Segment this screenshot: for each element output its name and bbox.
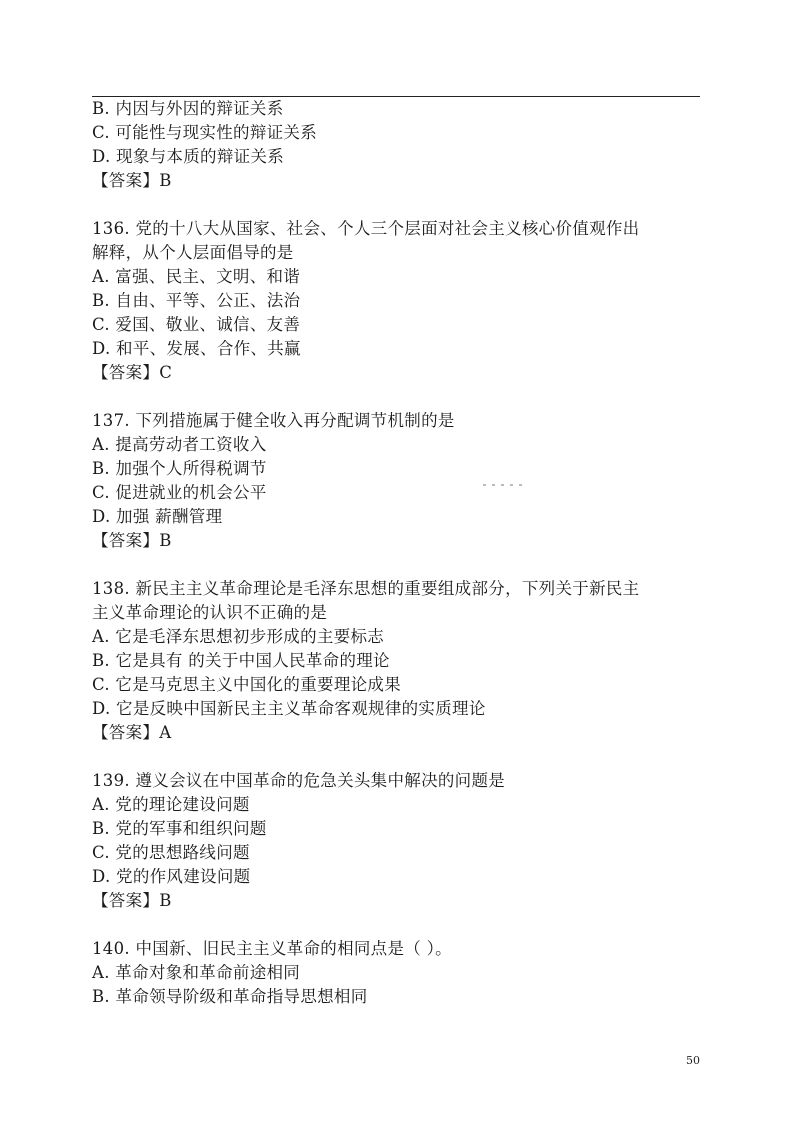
option-d: D. 现象与本质的辩证关系 xyxy=(92,147,285,166)
option-d: D. 它是反映中国新民主主义革命客观规律的实质理论 xyxy=(92,699,486,718)
question-text: 140. 中国新、旧民主主义革命的相同点是（ ）。 xyxy=(92,939,452,958)
question-text: 解释，从个人层面倡导的是 xyxy=(92,243,294,262)
answer: 【答案】B xyxy=(92,531,172,550)
option-d: D. 加强 薪酬管理 xyxy=(92,507,223,526)
question-text: 137. 下列措施属于健全收入再分配调节机制的是 xyxy=(92,411,455,430)
spacer xyxy=(92,385,707,409)
answer: 【答案】B xyxy=(92,171,172,190)
spacer xyxy=(92,553,707,577)
option-a: A. 提高劳动者工资收入 xyxy=(92,435,267,454)
question-block xyxy=(92,97,707,193)
option-c: C. 它是马克思主义中国化的重要理论成果 xyxy=(92,675,402,694)
option-a: A. 它是毛泽东思想初步形成的主要标志 xyxy=(92,627,385,646)
option-b: B. 它是具有 的关于中国人民革命的理论 xyxy=(92,651,390,670)
option-c: C. 促进就业的机会公平 xyxy=(92,483,267,502)
answer: 【答案】A xyxy=(92,723,172,742)
question-block xyxy=(92,937,707,1009)
answer: 【答案】C xyxy=(92,363,173,382)
question-block xyxy=(92,769,707,913)
page-number: 50 xyxy=(686,1054,700,1067)
answer: 【答案】B xyxy=(92,891,172,910)
option-b: B. 革命领导阶级和革命指导思想相同 xyxy=(92,987,368,1006)
scan-artifact xyxy=(483,484,528,486)
option-c: C. 可能性与现实性的辩证关系 xyxy=(92,123,318,142)
spacer xyxy=(92,193,707,217)
question-block xyxy=(92,577,707,745)
spacer xyxy=(92,913,707,937)
option-b: B. 自由、平等、公正、法治 xyxy=(92,291,301,310)
option-b: B. 内因与外因的辩证关系 xyxy=(92,99,284,118)
option-c: C. 爱国、敬业、诚信、友善 xyxy=(92,315,301,334)
question-text: 主义革命理论的认识不正确的是 xyxy=(92,603,328,622)
option-a: A. 革命对象和革命前途相同 xyxy=(92,963,301,982)
option-c: C. 党的思想路线问题 xyxy=(92,843,250,862)
option-b: B. 加强个人所得税调节 xyxy=(92,459,267,478)
option-a: A. 党的理论建设问题 xyxy=(92,795,250,814)
question-text: 139. 遵义会议在中国革命的危急关头集中解决的问题是 xyxy=(92,771,506,790)
question-block xyxy=(92,217,707,385)
spacer xyxy=(92,745,707,769)
question-block xyxy=(92,409,707,553)
question-text: 138. 新民主主义革命理论是毛泽东思想的重要组成部分，下列关于新民主 xyxy=(92,579,640,598)
option-d: D. 和平、发展、合作、共赢 xyxy=(92,339,301,358)
option-a: A. 富强、民主、文明、和谐 xyxy=(92,267,301,286)
question-text: 136. 党的十八大从国家、社会、个人三个层面对社会主义核心价值观作出 xyxy=(92,219,640,238)
option-d: D. 党的作风建设问题 xyxy=(92,867,251,886)
option-b: B. 党的军事和组织问题 xyxy=(92,819,267,838)
page-content xyxy=(92,97,707,1009)
